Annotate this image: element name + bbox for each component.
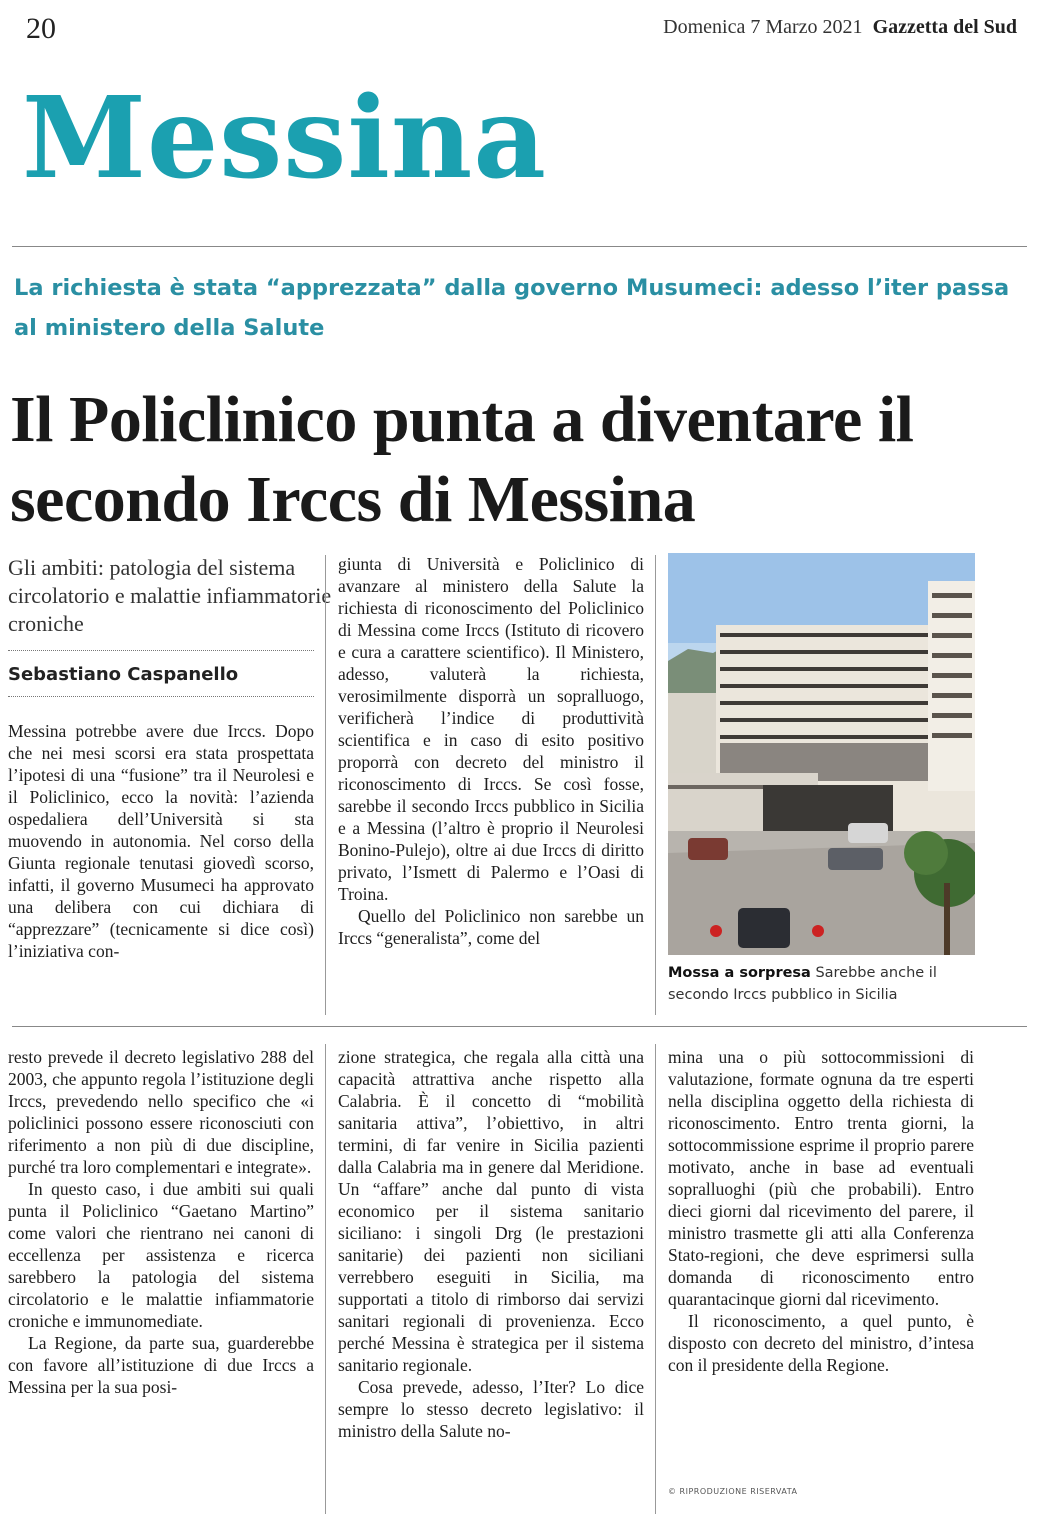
paragraph: zione strategica, che regala alla città una capacità attrattiva anche rispetto alla Calabria. È il concetto di “mobilità sanitaria attiva”, l’obiettivo, in altri termini, di far venire in Sicilia pazienti dalla Calabria ma in genere dal Meridione. Un “affare” anche dal punto di vista economico per il sistema sanitario siciliano: i singoli Drg (le prestazioni sanitarie) dei pazienti non siciliani verrebbero eseguiti in Sicilia, ma supportati a titolo di rimborso dai servizi sanitari regionali di provenienza. Ecco perché Messina è strategica per il sistema sanitario regionale. <box>338 1047 644 1375</box>
paragraph: giunta di Università e Policlinico di avanzare al ministero della Salute la richiesta di riconoscimento del Policlinico di Messina come Irccs (Istituto di ricovero e cura a carattere scientifico). Il Ministero, adesso, valuterà la richiesta, verosimilmente disporrà un sopralluogo, verificherà l’indice di produttività scientifica e in caso di esito positivo proporrà con decreto del ministro il riconoscimento di Irccs. Se così fosse, sarebbe il secondo Irccs pubblico in Sicilia e a Messina (l’altro è proprio il Neurolesi Bonino-Pulejo), oltre ai due Irccs di diritto privato, l’Ismett di Palermo e l’Oasi di Troina. <box>338 554 644 904</box>
fold-divider <box>12 1026 1027 1027</box>
paragraph: In questo caso, i due ambiti sui quali punta il Policlinico “Gaetano Martino” come valori che rientrano nei canoni di eccellenza per assistenza e ricerca sarebbero la patologia del sistema circolatorio e le malattie infiammatorie croniche e immunomediate. <box>8 1179 314 1331</box>
article-column-1 <box>8 720 314 962</box>
column-rule <box>325 555 326 1015</box>
column-rule <box>655 555 656 1015</box>
paragraph: resto prevede il decreto legislativo 288 del 2003, che appunto regola l’istituzione degli Irccs, prevedendo nello specifico che «i policlinici possono essere riconosciuti con riferimento a non più di due discipline, purché tra loro complementari e integrate». <box>8 1047 314 1177</box>
page-number: 20 <box>26 12 56 45</box>
publication-date: Domenica 7 Marzo 2021 <box>663 16 863 38</box>
section-divider <box>12 246 1027 247</box>
newspaper-name: Gazzetta del Sud <box>872 16 1017 38</box>
article-column-5 <box>668 1046 974 1376</box>
deck-divider <box>8 650 314 651</box>
hospital-photo <box>668 553 975 955</box>
article-column-3 <box>8 1046 314 1398</box>
copyright-notice: © RIPRODUZIONE RISERVATA <box>668 1487 798 1496</box>
byline-divider <box>8 696 314 697</box>
column-rule <box>325 1044 326 1514</box>
caption-title: Mossa a sorpresa <box>668 965 811 981</box>
column-rule <box>655 1044 656 1514</box>
article-deck: Gli ambiti: patologia del sistema circolatorio e malattie infiammatorie croniche <box>8 555 332 636</box>
paragraph: Messina potrebbe avere due Irccs. Dopo che nei mesi scorsi era stata prospettata l’ipotesi di una “fusione” tra il Neurolesi e il Policlinico, ecco la novità: l’azienda ospedaliera dell’Università si sta muovendo in autonomia. Nel corso della Giunta regionale tenutasi giovedì scorso, infatti, il governo Musumeci ha approvato una delibera con cui dichiara di “apprezzare” (tecnicamente si dice così) l’iniziativa con- <box>8 721 314 961</box>
paragraph: mina una o più sottocommissioni di valutazione, formate ognuna da tre esperti nella disciplina oggetto della richiesta di riconoscimento. Entro trenta giorni, la sottocommissione esprime il proprio parere motivato, anche in base ad eventuali sopralluoghi (più che probabili). Entro dieci giorni dal ricevimento del parere, il ministro trasmette gli atti alla Conferenza Stato-regioni, che deve esprimersi sulla domanda di riconoscimento entro quarantacinque giorni dal ricevimento. <box>668 1047 974 1309</box>
article-column-4 <box>338 1046 644 1442</box>
paragraph: La Regione, da parte sua, guarderebbe con favore all’istituzione di due Irccs a Messina per la sua posi- <box>8 1333 314 1397</box>
byline: Sebastiano Caspanello <box>8 664 239 685</box>
article-kicker: La richiesta è stata “apprezzata” dalla governo Musumeci: adesso l’iter passa al ministero della Salute <box>14 275 1010 341</box>
section-title: Messina <box>22 73 547 204</box>
article-headline: Il Policlinico punta a diventare il secondo Irccs di Messina <box>10 383 914 536</box>
dateline <box>663 16 1017 39</box>
paragraph: Il riconoscimento, a quel punto, è disposto con decreto del ministro, d’intesa con il presidente della Regione. <box>668 1311 974 1375</box>
photo-caption <box>668 962 988 1006</box>
caption-text: Sarebbe anche il secondo Irccs pubblico in Sicilia <box>668 965 937 1003</box>
paragraph: Cosa prevede, adesso, l’Iter? Lo dice sempre lo stesso decreto legislativo: il ministro della Salute no- <box>338 1377 644 1441</box>
paragraph: Quello del Policlinico non sarebbe un Irccs “generalista”, come del <box>338 906 644 948</box>
article-column-2 <box>338 553 644 949</box>
